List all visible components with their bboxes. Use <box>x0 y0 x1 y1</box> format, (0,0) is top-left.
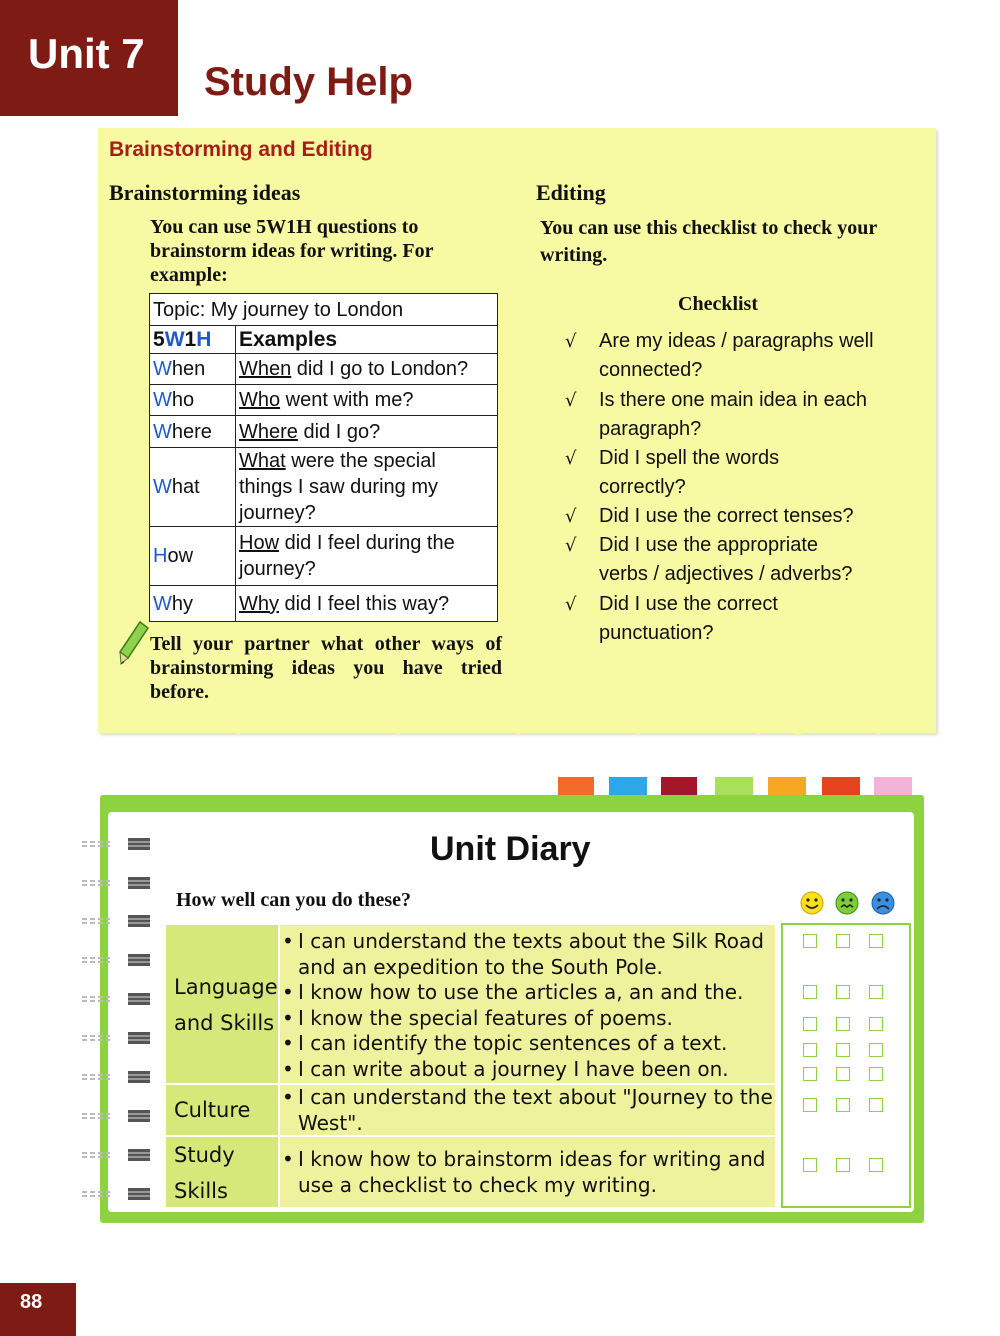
header-5w1h <box>150 326 236 354</box>
brainstorming-heading: Brainstorming ideas <box>109 180 301 205</box>
items-culture <box>280 1085 775 1135</box>
checklist-text: Did I use the correct tenses? <box>599 505 854 527</box>
category-culture: Culture <box>166 1085 278 1135</box>
table-row <box>150 385 498 416</box>
binder-ring-icon <box>80 1186 160 1202</box>
diary-item: • I know how to use the articles a, an and the. <box>280 980 775 1006</box>
example-cell <box>236 416 498 448</box>
partner-task: Tell your partner what other ways of brainstorming ideas you have tried before. <box>150 633 502 703</box>
rating-checkbox[interactable] <box>803 1043 817 1057</box>
rating-checkbox[interactable] <box>869 1017 883 1031</box>
page-number: 88 <box>20 1291 43 1313</box>
diary-question: How well can you do these? <box>176 889 411 911</box>
rating-checkbox[interactable] <box>836 1158 850 1172</box>
binder-ring-icon <box>80 1108 160 1124</box>
items-language-skills <box>280 925 775 1083</box>
happy-face-icon <box>799 890 825 916</box>
diary-title: Unit Diary <box>430 830 591 868</box>
binder-ring-icon <box>80 875 160 891</box>
diary-item: • I can identify the topic sentences of a text. <box>280 1031 775 1057</box>
binder-ring-icon <box>80 1030 160 1046</box>
header-1: 1 <box>184 327 197 351</box>
torn-paper-edge <box>98 718 936 748</box>
tick-icon: √ <box>565 506 577 527</box>
diary-item: • I know how to brainstorm ideas for writing and use a checklist to check my writing. <box>280 1147 775 1198</box>
question-rest: here <box>171 420 212 443</box>
checklist-text: Is there one main idea in each paragraph? <box>599 389 867 440</box>
rating-checkbox[interactable] <box>869 1043 883 1057</box>
example-keyword: Where <box>239 420 298 443</box>
example-cell <box>236 586 498 622</box>
rating-checkbox[interactable] <box>869 1098 883 1112</box>
example-cell <box>236 354 498 385</box>
rating-checkbox[interactable] <box>803 1098 817 1112</box>
question-word <box>150 448 236 527</box>
checklist-text: Are my ideas / paragraphs well connected? <box>599 330 874 381</box>
question-rest: ho <box>171 389 195 411</box>
table-row <box>150 416 498 448</box>
question-word <box>150 416 236 448</box>
example-text: went with me? <box>280 389 414 411</box>
binder-ring-icon <box>80 1147 160 1163</box>
question-rest: hen <box>171 358 206 380</box>
category-language-skills: Language and Skills <box>166 925 278 1083</box>
example-text: did I feel during the journey? <box>239 532 455 580</box>
editing-intro: You can use this checklist to check your writing. <box>540 217 877 266</box>
question-initial: W <box>153 476 172 498</box>
editing-heading: Editing <box>536 180 606 205</box>
question-initial: W <box>153 420 172 443</box>
5w1h-table <box>149 293 498 622</box>
binder-ring-icon <box>80 836 160 852</box>
rating-checkbox[interactable] <box>803 1067 817 1081</box>
rating-checkbox[interactable] <box>836 1043 850 1057</box>
section-title: Brainstorming and Editing <box>109 138 373 161</box>
category-study-skills: Study Skills <box>166 1137 278 1207</box>
unsure-face-icon <box>834 890 860 916</box>
table-header-row <box>150 326 498 354</box>
rating-checkbox[interactable] <box>803 1017 817 1031</box>
example-cell <box>236 448 498 527</box>
example-cell <box>236 385 498 416</box>
binder-ring-icon <box>80 1069 160 1085</box>
rating-checkbox[interactable] <box>836 1067 850 1081</box>
question-rest: ow <box>167 545 194 567</box>
diary-item: • I can understand the text about "Journey to the West". <box>280 1085 775 1136</box>
rating-checkbox[interactable] <box>836 1098 850 1112</box>
diary-item: • I can understand the texts about the Silk Road and an expedition to the South Pole. <box>280 929 775 980</box>
rating-checkbox[interactable] <box>869 934 883 948</box>
rating-checkbox[interactable] <box>803 985 817 999</box>
tick-icon: √ <box>565 390 577 411</box>
example-text: did I go? <box>297 420 381 443</box>
unit-tab <box>0 0 178 116</box>
diary-item: • I can write about a journey I have been on. <box>280 1057 775 1083</box>
table-row <box>150 448 498 527</box>
question-word <box>150 385 236 416</box>
checklist-text: Did I use the correct punctuation? <box>599 593 778 644</box>
unit-label: Unit 7 <box>28 30 145 77</box>
example-text: were the special things I saw during my journey? <box>239 450 438 524</box>
table-row <box>150 586 498 622</box>
example-text: did I go to London? <box>291 358 469 380</box>
rating-checkbox[interactable] <box>836 985 850 999</box>
checklist-title: Checklist <box>678 293 758 315</box>
question-initial: H <box>153 545 168 567</box>
rating-checkbox[interactable] <box>869 985 883 999</box>
items-study-skills <box>280 1137 775 1207</box>
binder-ring-icon <box>80 952 160 968</box>
example-keyword: Who <box>239 389 281 411</box>
rating-checkbox[interactable] <box>869 1158 883 1172</box>
tick-icon: √ <box>565 535 577 556</box>
brainstorming-intro: You can use 5W1H questions to brainstorm ideas for writing. For example: <box>150 216 434 286</box>
rating-checkbox[interactable] <box>803 1158 817 1172</box>
checklist-text: Did I use the appropriate verbs / adjectives / adverbs? <box>599 534 853 585</box>
header-5: 5 <box>153 327 165 351</box>
example-keyword: What <box>239 450 286 472</box>
sad-face-icon <box>870 890 896 916</box>
table-row <box>150 527 498 586</box>
header-examples: Examples <box>236 326 498 354</box>
rating-checkbox[interactable] <box>869 1067 883 1081</box>
example-cell <box>236 527 498 586</box>
question-word <box>150 354 236 385</box>
checklist-text: Did I spell the words correctly? <box>599 447 780 498</box>
binder-ring-icon <box>80 991 160 1007</box>
page-title: Study Help <box>204 60 413 104</box>
tick-icon: √ <box>565 331 577 352</box>
example-keyword: Why <box>239 592 279 615</box>
question-initial: W <box>153 389 172 411</box>
question-rest: hat <box>171 476 200 498</box>
diary-item: • I know the special features of poems. <box>280 1006 775 1032</box>
rating-checkbox[interactable] <box>836 934 850 948</box>
question-word <box>150 527 236 586</box>
tick-icon: √ <box>565 594 577 615</box>
table-topic: Topic: My journey to London <box>150 294 498 326</box>
table-row <box>150 354 498 385</box>
rating-checkbox[interactable] <box>803 934 817 948</box>
pencil-icon <box>118 620 150 666</box>
question-initial: W <box>153 592 172 615</box>
binder-ring-icon <box>80 913 160 929</box>
question-word <box>150 586 236 622</box>
header-w: W <box>164 327 185 351</box>
page-number-tab <box>0 1283 76 1336</box>
rating-checkbox[interactable] <box>836 1017 850 1031</box>
example-keyword: How <box>239 532 280 554</box>
example-keyword: When <box>239 358 292 380</box>
question-rest: hy <box>171 592 194 615</box>
header-h: H <box>196 327 212 351</box>
tick-icon: √ <box>565 448 577 469</box>
example-text: did I feel this way? <box>279 592 450 615</box>
question-initial: W <box>153 358 172 380</box>
